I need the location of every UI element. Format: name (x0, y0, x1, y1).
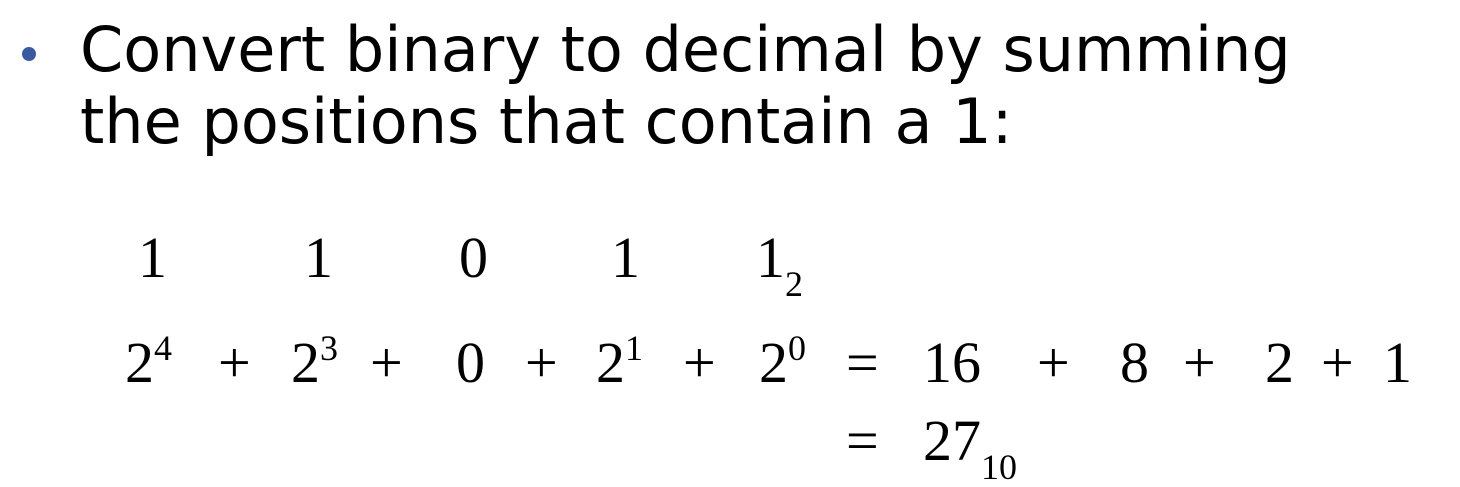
result-base: 10 (981, 446, 1017, 487)
bullet-line-2: the positions that contain a 1: (80, 85, 1013, 158)
term-5-exp: 0 (788, 327, 806, 368)
plus-7: + (1321, 330, 1354, 395)
bullet-dot (22, 47, 36, 61)
term-1: $2^4$ (125, 327, 172, 395)
binary-digit-3: 0 (459, 225, 488, 290)
binary-base: 2 (785, 263, 803, 304)
plus-3: + (525, 330, 558, 395)
binary-digit-2: 1 (304, 225, 333, 290)
binary-digit-1: 1 (138, 225, 167, 290)
term-4-exp: 1 (625, 327, 643, 368)
value-2: 2 (1265, 330, 1294, 395)
value-1: 1 (1383, 330, 1412, 395)
term-3: 0 (456, 330, 485, 395)
term-5: $2^0$ (759, 327, 806, 395)
binary-digit-5-value: 1 (756, 225, 785, 290)
term-1-exp: 4 (154, 327, 172, 368)
term-2-exp: 3 (320, 327, 338, 368)
value-16: 16 (923, 330, 981, 395)
plus-6: + (1183, 330, 1216, 395)
plus-2: + (370, 330, 403, 395)
equals-1: = (846, 330, 879, 395)
binary-digit-4: 1 (611, 225, 640, 290)
plus-5: + (1037, 330, 1070, 395)
bullet-text (80, 14, 1450, 158)
binary-digit-5 (756, 225, 803, 304)
result-number: 27 (923, 408, 981, 473)
result-value (923, 408, 1017, 487)
value-8: 8 (1120, 330, 1149, 395)
equals-2: = (846, 408, 879, 473)
term-4: $2^1$ (596, 327, 643, 395)
plus-1: + (218, 330, 251, 395)
plus-4: + (683, 330, 716, 395)
bullet-line-1: Convert binary to decimal by summing (80, 13, 1291, 86)
term-2: $2^3$ (291, 327, 338, 395)
